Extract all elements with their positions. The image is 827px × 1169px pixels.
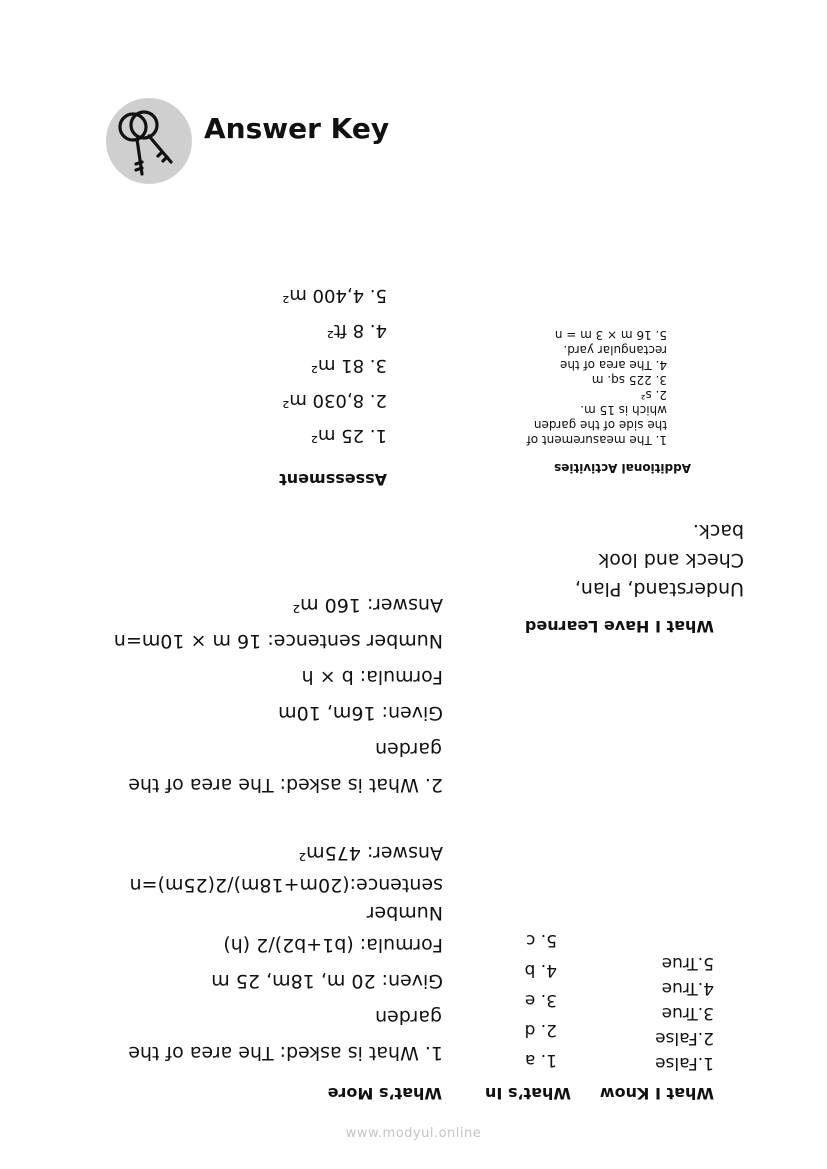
additional-activities-list xyxy=(527,327,668,447)
problem-1-answer: Answer: 475m² xyxy=(298,842,443,864)
activity-line: which is 15 m. xyxy=(580,403,667,417)
list-item: 5.True xyxy=(661,953,714,973)
activity-line: 2. s² xyxy=(640,388,667,402)
activity-line: 3. 225 sq. m xyxy=(591,373,667,387)
list-item: 5. c xyxy=(526,930,557,950)
problem-1-asked: 1. What is asked: The area of the xyxy=(128,1042,443,1064)
learned-line: Check and look xyxy=(598,549,744,571)
list-item: 3.True xyxy=(661,1003,714,1023)
section-title-assessment: Assessment xyxy=(279,470,387,489)
learned-line: back. xyxy=(692,520,744,542)
problem-2-sentence: Number sentence: 16 m × 10m=n xyxy=(113,630,443,652)
list-item: 4. 8 ft² xyxy=(326,320,387,341)
problem-2-asked-cont: garden xyxy=(375,738,442,760)
problem-1-asked-cont: garden xyxy=(375,1006,442,1028)
list-item: 2.False xyxy=(655,1028,714,1048)
list-item: 4. b xyxy=(524,960,557,980)
what-i-know-list xyxy=(655,950,714,1075)
activity-line: rectangular yard. xyxy=(563,343,667,357)
section-title-whats-more: What’s More xyxy=(327,1084,442,1103)
section-title-what-i-know: What I Know xyxy=(599,1084,714,1103)
list-item: 5. 4,400 m² xyxy=(282,285,387,306)
problem-2-asked: 2. What is asked: The area of the xyxy=(128,774,443,796)
problem-1-given: Given: 20 m, 18m, 25 m xyxy=(211,970,443,992)
section-title-whats-in: What’s In xyxy=(485,1084,571,1103)
activity-line: 4. The area of the xyxy=(559,358,667,372)
problem-2-answer: Answer: 160 m² xyxy=(292,594,443,616)
list-item: 2. d xyxy=(524,1020,557,1040)
list-item: 2. 8,030 m² xyxy=(282,390,387,411)
problem-2-formula: Formula: b × h xyxy=(301,666,443,688)
activity-line: 1. The measurement of xyxy=(526,433,667,447)
list-item: 3. 81 m² xyxy=(310,355,387,376)
list-item: 3. e xyxy=(524,990,557,1010)
problem-1-number: Number xyxy=(366,902,443,924)
whats-in-list xyxy=(525,925,557,1075)
activity-line: 5. 16 m × 3 m = n xyxy=(554,328,667,342)
list-item: 1. a xyxy=(524,1050,557,1070)
problem-2-given: Given: 16m, 10m xyxy=(278,702,443,724)
problem-1 xyxy=(128,835,443,1071)
list-item: 1.False xyxy=(655,1053,714,1073)
activity-line: the side of the garden xyxy=(533,418,667,432)
page-title: Answer Key xyxy=(204,112,390,145)
list-item: 1. 25 m² xyxy=(310,425,387,446)
section-title-additional-activities: Additional Activities xyxy=(554,461,691,475)
what-i-have-learned-text xyxy=(575,516,744,603)
problem-1-sentence: sentence:(20m+18m)/2(25m)=n xyxy=(129,874,443,896)
problem-2 xyxy=(114,587,443,803)
problem-1-formula: Formula: (b1+b2)/2 (h) xyxy=(223,934,443,956)
list-item: 4.True xyxy=(661,978,714,998)
assessment-list xyxy=(282,278,387,453)
section-title-what-i-have-learned: What I Have Learned xyxy=(524,617,714,636)
learned-line: Understand, Plan, xyxy=(574,578,744,600)
watermark: www.modyul.online xyxy=(345,1126,482,1141)
